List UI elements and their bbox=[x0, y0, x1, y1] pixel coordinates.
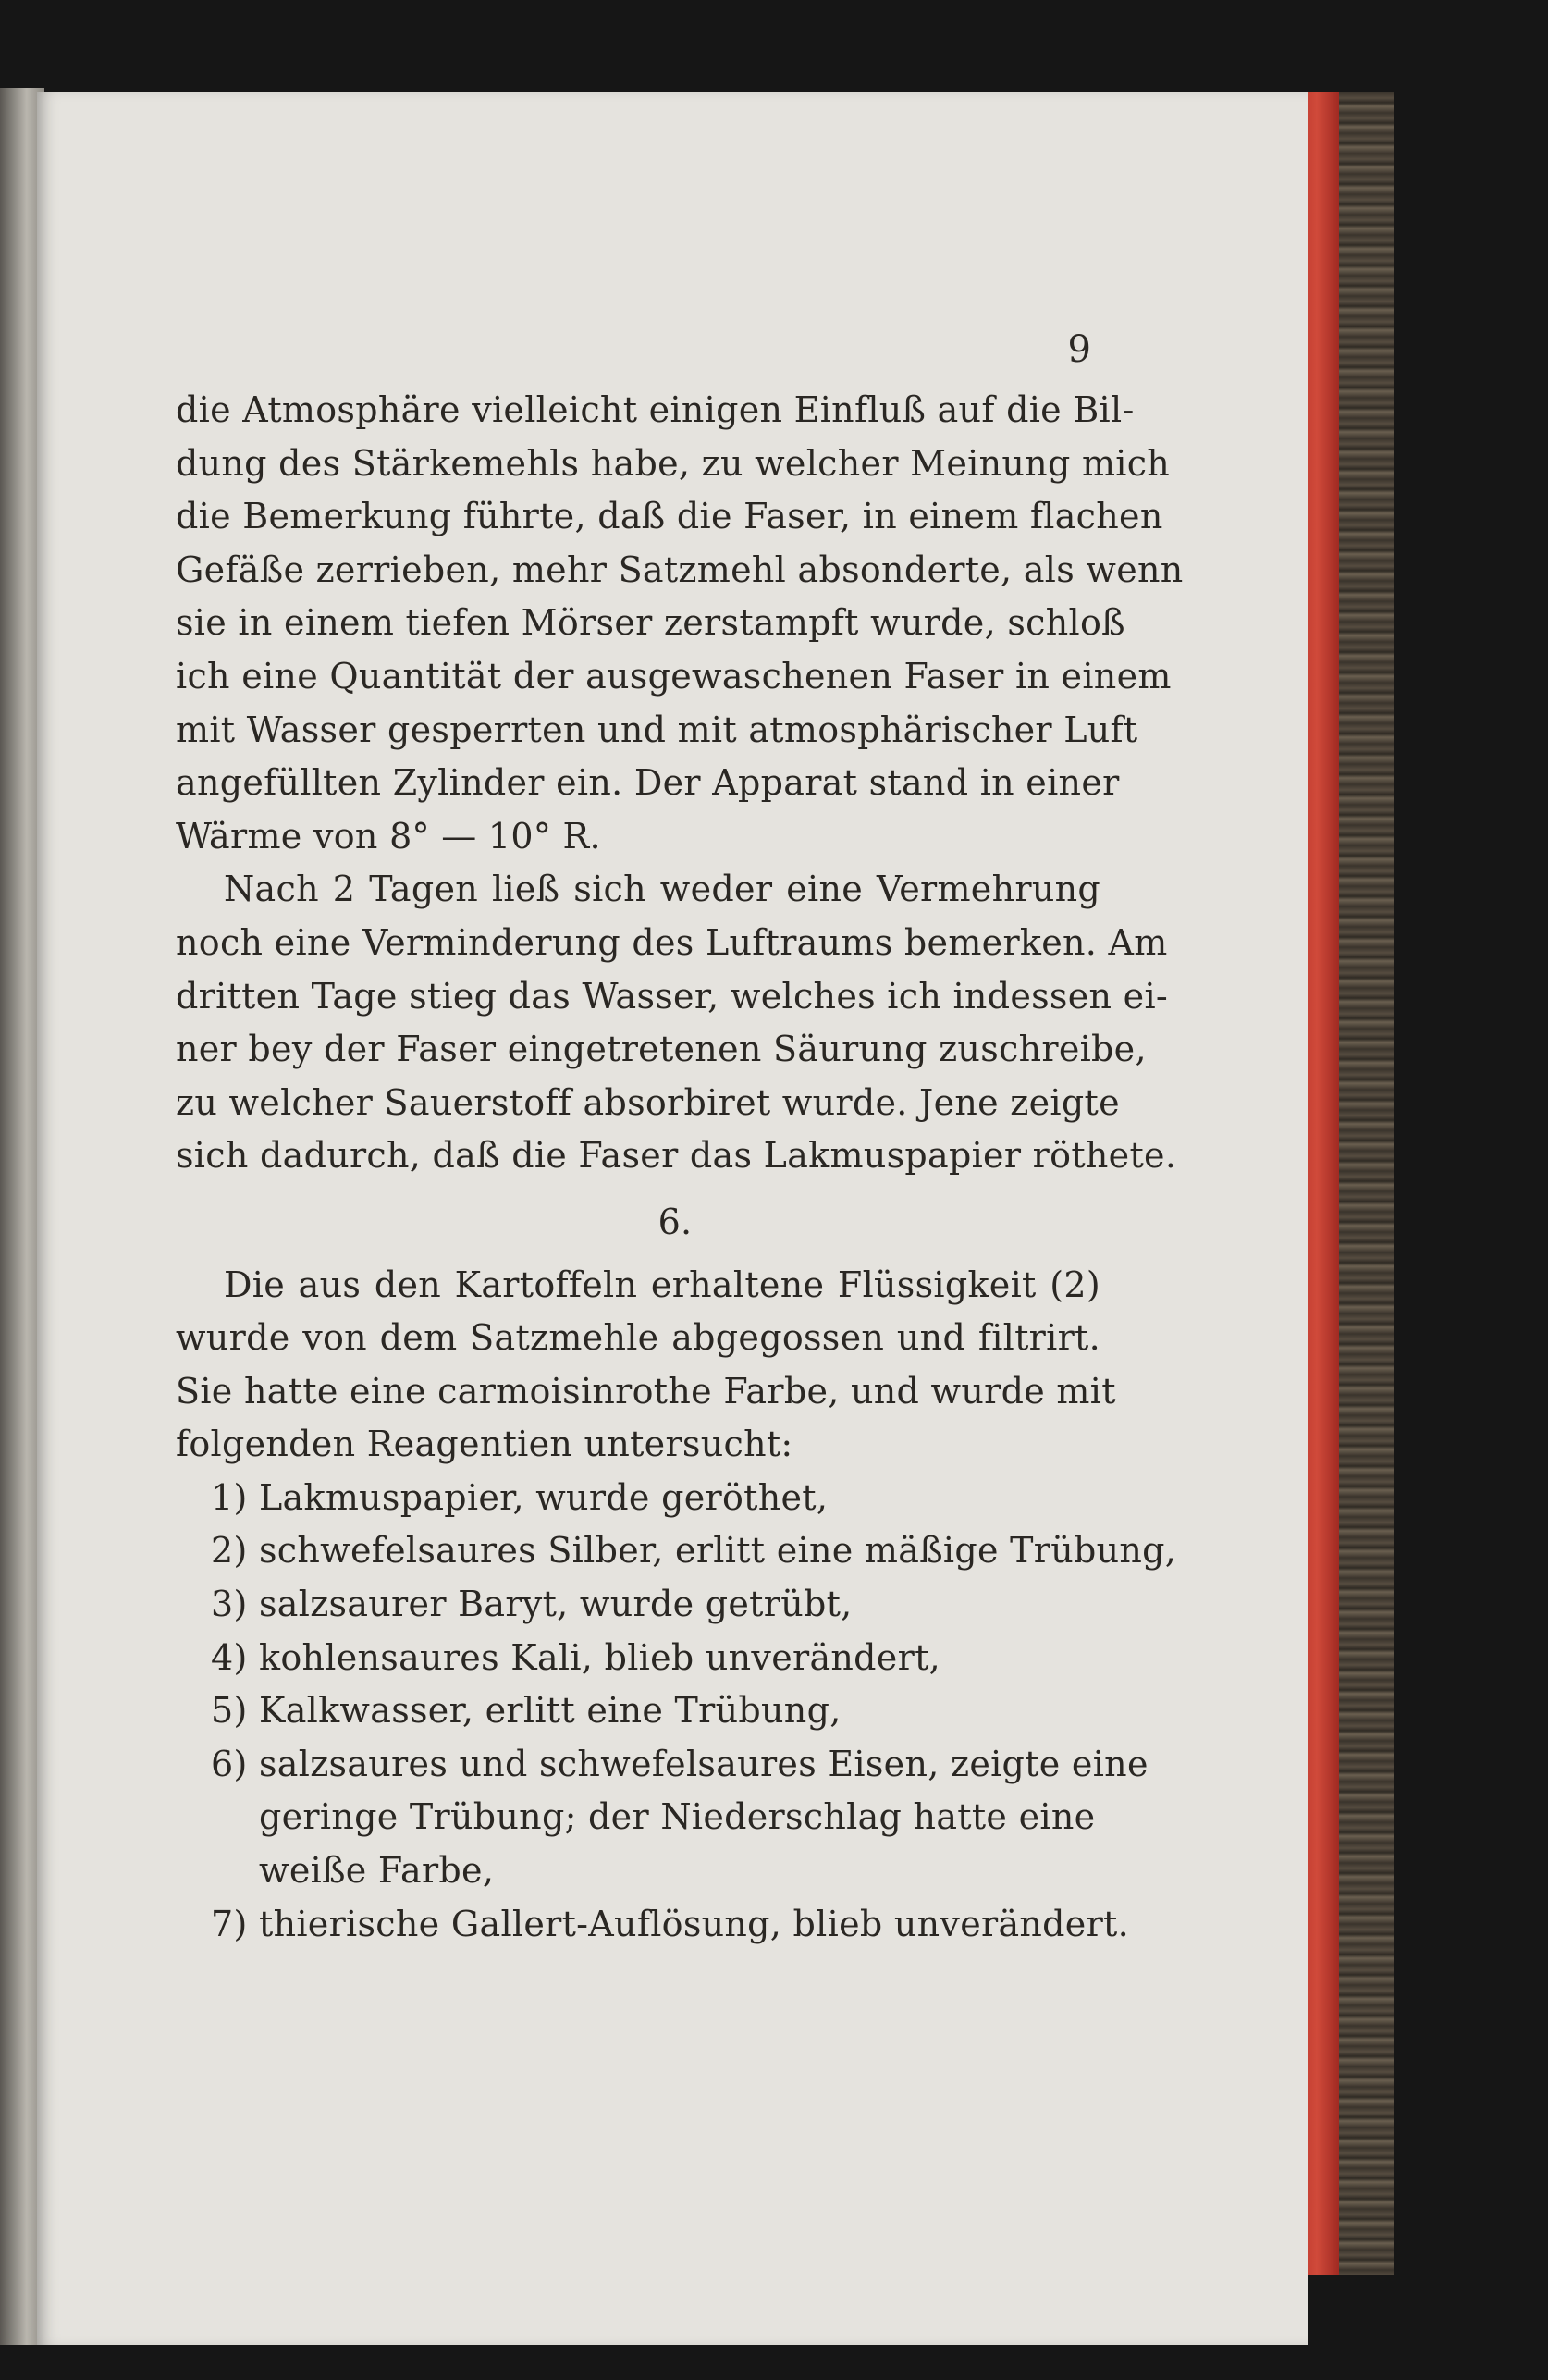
text-line: die Atmosphäre vielleicht einigen Einfluß auf die Bil- bbox=[176, 389, 1135, 430]
text-line: Nach 2 Tagen ließ sich weder eine Vermehrung bbox=[224, 869, 1100, 910]
list-item bbox=[176, 1472, 1100, 1525]
list-text: salzsaurer Baryt, wurde getrübt, bbox=[259, 1584, 853, 1625]
list-item bbox=[176, 1684, 1100, 1738]
text-line: Sie hatte eine carmoisinrothe Farbe, und wurde mit bbox=[176, 1370, 1116, 1412]
list-item bbox=[176, 1578, 1100, 1632]
paragraph-2 bbox=[176, 863, 1177, 1183]
list-number: 2) bbox=[211, 1530, 248, 1572]
text-line: die Bemerkung führte, daß die Faser, in einem flachen bbox=[176, 496, 1163, 537]
text-line: zu welcher Sauerstoff absorbiret wurde. Jene zeigte bbox=[176, 1081, 1120, 1123]
text-line: angefüllten Zylinder ein. Der Apparat stand in einer bbox=[176, 762, 1120, 804]
text-line: Gefäße zerrieben, mehr Satzmehl absonderte, als wenn bbox=[176, 549, 1184, 590]
text-line: ner bey der Faser eingetretenen Säurung zuschreibe, bbox=[176, 1029, 1147, 1070]
page-number: 9 bbox=[1067, 328, 1091, 371]
list-number: 3) bbox=[211, 1584, 248, 1625]
text-line: folgenden Reagentien untersucht: bbox=[176, 1424, 793, 1465]
list-text-continued: weiße Farbe, bbox=[259, 1850, 495, 1892]
text-line: mit Wasser gesperrten und mit atmosphärischer Luft bbox=[176, 709, 1138, 750]
list-item bbox=[176, 1632, 1100, 1685]
list-number: 5) bbox=[211, 1690, 248, 1732]
list-item bbox=[176, 1524, 1177, 1578]
section-heading: 6. bbox=[657, 1201, 693, 1242]
list-number: 6) bbox=[211, 1743, 248, 1784]
text-line: Wärme von 8° — 10° R. bbox=[176, 815, 601, 857]
text-line: Die aus den Kartoffeln erhaltene Flüssigkeit (2) bbox=[224, 1264, 1100, 1305]
paragraph-1 bbox=[176, 384, 1184, 863]
list-number: 7) bbox=[211, 1903, 248, 1944]
list-text-continued: geringe Trübung; der Niederschlag hatte eine bbox=[259, 1796, 1096, 1838]
list-text: kohlensaures Kali, blieb unverändert, bbox=[259, 1636, 941, 1678]
list-item bbox=[176, 1738, 1149, 1792]
page-text bbox=[176, 384, 1184, 1951]
reagent-list bbox=[176, 1472, 1177, 1951]
list-number: 1) bbox=[211, 1476, 248, 1518]
list-number: 4) bbox=[211, 1636, 248, 1678]
text-line: noch eine Verminderung des Luftraums bemerken. Am bbox=[176, 921, 1168, 963]
text-line: sie in einem tiefen Mörser zerstampft wurde, schloß bbox=[176, 602, 1125, 644]
list-text: Lakmuspapier, wurde geröthet, bbox=[259, 1476, 829, 1518]
text-line: dritten Tage stieg das Wasser, welches ich indessen ei- bbox=[176, 975, 1169, 1017]
text-line: sich dadurch, daß die Faser das Lakmuspapier röthete. bbox=[176, 1135, 1177, 1177]
text-line: ich eine Quantität der ausgewaschenen Faser in einem bbox=[176, 655, 1172, 697]
paragraph-3 bbox=[176, 1259, 1116, 1472]
list-text: schwefelsaures Silber, erlitt eine mäßige Trübung, bbox=[259, 1530, 1177, 1572]
list-text: thierische Gallert-Auflösung, blieb unverändert. bbox=[259, 1903, 1130, 1944]
text-line: wurde von dem Satzmehle abgegossen und filtrirt. bbox=[176, 1317, 1100, 1359]
list-text: Kalkwasser, erlitt eine Trübung, bbox=[259, 1690, 842, 1732]
list-text: salzsaures und schwefelsaures Eisen, zeigte eine bbox=[259, 1743, 1149, 1784]
text-line: dung des Stärkemehls habe, zu welcher Meinung mich bbox=[176, 442, 1171, 484]
list-item bbox=[176, 1898, 1130, 1952]
